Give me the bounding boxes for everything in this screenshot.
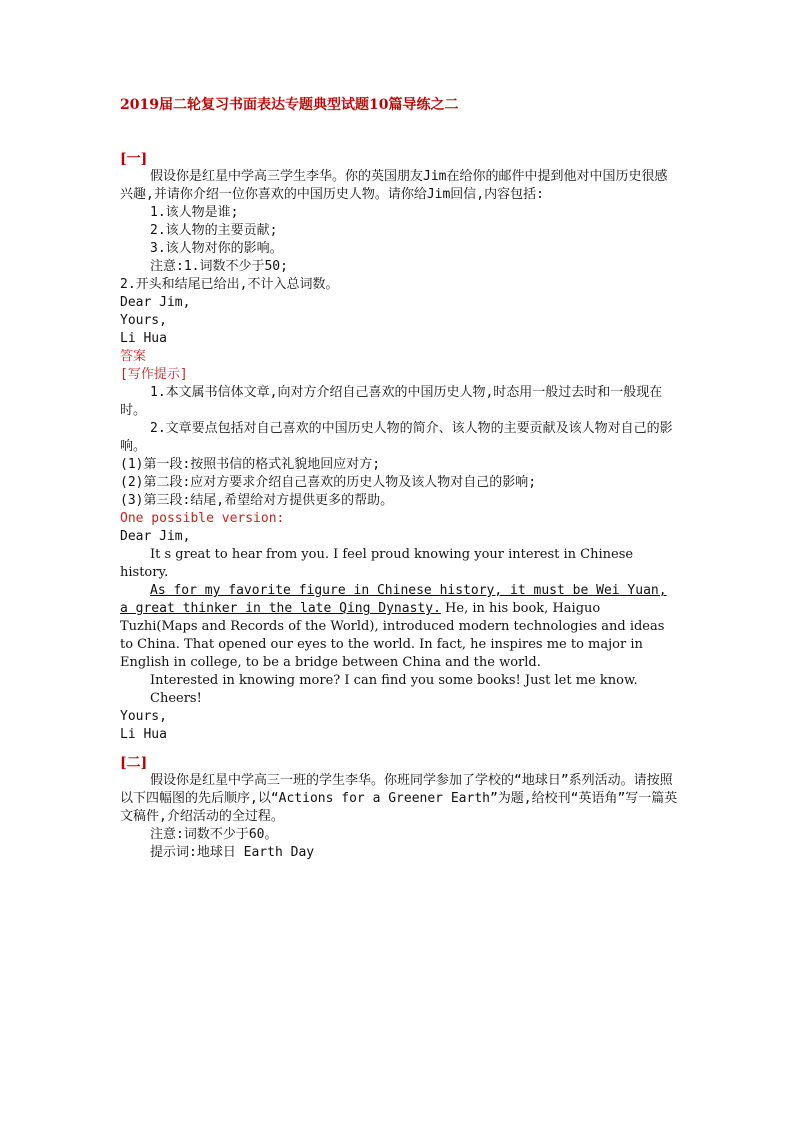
section-2-prompt: 假设你是红星中学高三一班的学生李华。你班同学参加了学校的“地球日”系列活动。请按照以下四幅图的先后顺序,以“Actions for a Greener Earth”为题,给校刊“英语角”写一篇英文稿件,介绍活动的全过程。 bbox=[120, 773, 678, 824]
answer-label: 答案 bbox=[120, 349, 147, 364]
section-1-note-1: 注意:1.词数不少于50; bbox=[150, 259, 288, 274]
section-2-note: 注意:词数不少于60。 bbox=[150, 827, 278, 842]
section-1-signature: Li Hua bbox=[120, 331, 167, 346]
document-title: 2019届二轮复习书面表达专题典型试题10篇导练之二 bbox=[120, 97, 459, 113]
version-label: One possible version: bbox=[120, 511, 285, 526]
section-gap bbox=[120, 744, 680, 754]
essay-cheers: Cheers! bbox=[150, 691, 202, 706]
essay-paragraph-2-rest: He, in his book, Haiguo Tuzhi(Maps and Records of the World), introduced modern technologies and ideas to China. That opened our eyes to the world. In fact, he inspires me to major in English in college, to be a bridge between China and the world. bbox=[120, 601, 665, 670]
essay-paragraph-1: It s great to hear from you. I feel proud knowing your interest in Chinese history. bbox=[120, 547, 634, 580]
section-1-header: [一] bbox=[120, 151, 148, 167]
section-1-point-1: 1.该人物是谁; bbox=[150, 205, 239, 220]
section-2-hint: 提示词:地球日 Earth Day bbox=[150, 845, 315, 860]
section-1-prompt: 假设你是红星中学高三学生李华。你的英国朋友Jim在给你的邮件中提到他对中国历史很感兴趣,并请你介绍一位你喜欢的中国历史人物。请你给Jim回信,内容包括: bbox=[120, 169, 668, 202]
section-1-point-2: 2.该人物的主要贡献; bbox=[150, 223, 278, 238]
section-1-point-3: 3.该人物对你的影响。 bbox=[150, 241, 283, 256]
section-1-note-2: 2.开头和结尾已给出,不计入总词数。 bbox=[120, 277, 339, 292]
essay-paragraph-3: Interested in knowing more? I can find you some books! Just let me know. bbox=[150, 673, 638, 688]
essay-signature: Li Hua bbox=[120, 727, 167, 742]
document-body bbox=[120, 150, 680, 862]
section-2-header: [二] bbox=[120, 755, 148, 771]
writing-tips-label: [写作提示] bbox=[120, 367, 188, 382]
essay-closing: Yours, bbox=[120, 709, 167, 724]
section-1-closing: Yours, bbox=[120, 313, 167, 328]
writing-step-3: (3)第三段:结尾,希望给对方提供更多的帮助。 bbox=[120, 493, 394, 508]
writing-tip-2: 2.文章要点包括对自己喜欢的中国历史人物的简介、该人物的主要贡献及该人物对自己的影响。 bbox=[120, 421, 673, 454]
section-1-salutation: Dear Jim, bbox=[120, 295, 191, 310]
writing-tip-1: 1.本文属书信体文章,向对方介绍自己喜欢的中国历史人物,时态用一般过去时和一般现在时。 bbox=[120, 385, 663, 418]
essay-paragraph-2-underlined: As for my favorite figure in Chinese history, it must be Wei Yuan, a great thinker in the late Qing Dynasty. bbox=[120, 583, 667, 616]
essay-salutation: Dear Jim, bbox=[120, 529, 191, 544]
essay-paragraph-2 bbox=[120, 582, 680, 672]
writing-step-2: (2)第二段:应对方要求介绍自己喜欢的历史人物及该人物对自己的影响; bbox=[120, 475, 537, 490]
writing-step-1: (1)第一段:按照书信的格式礼貌地回应对方; bbox=[120, 457, 381, 472]
